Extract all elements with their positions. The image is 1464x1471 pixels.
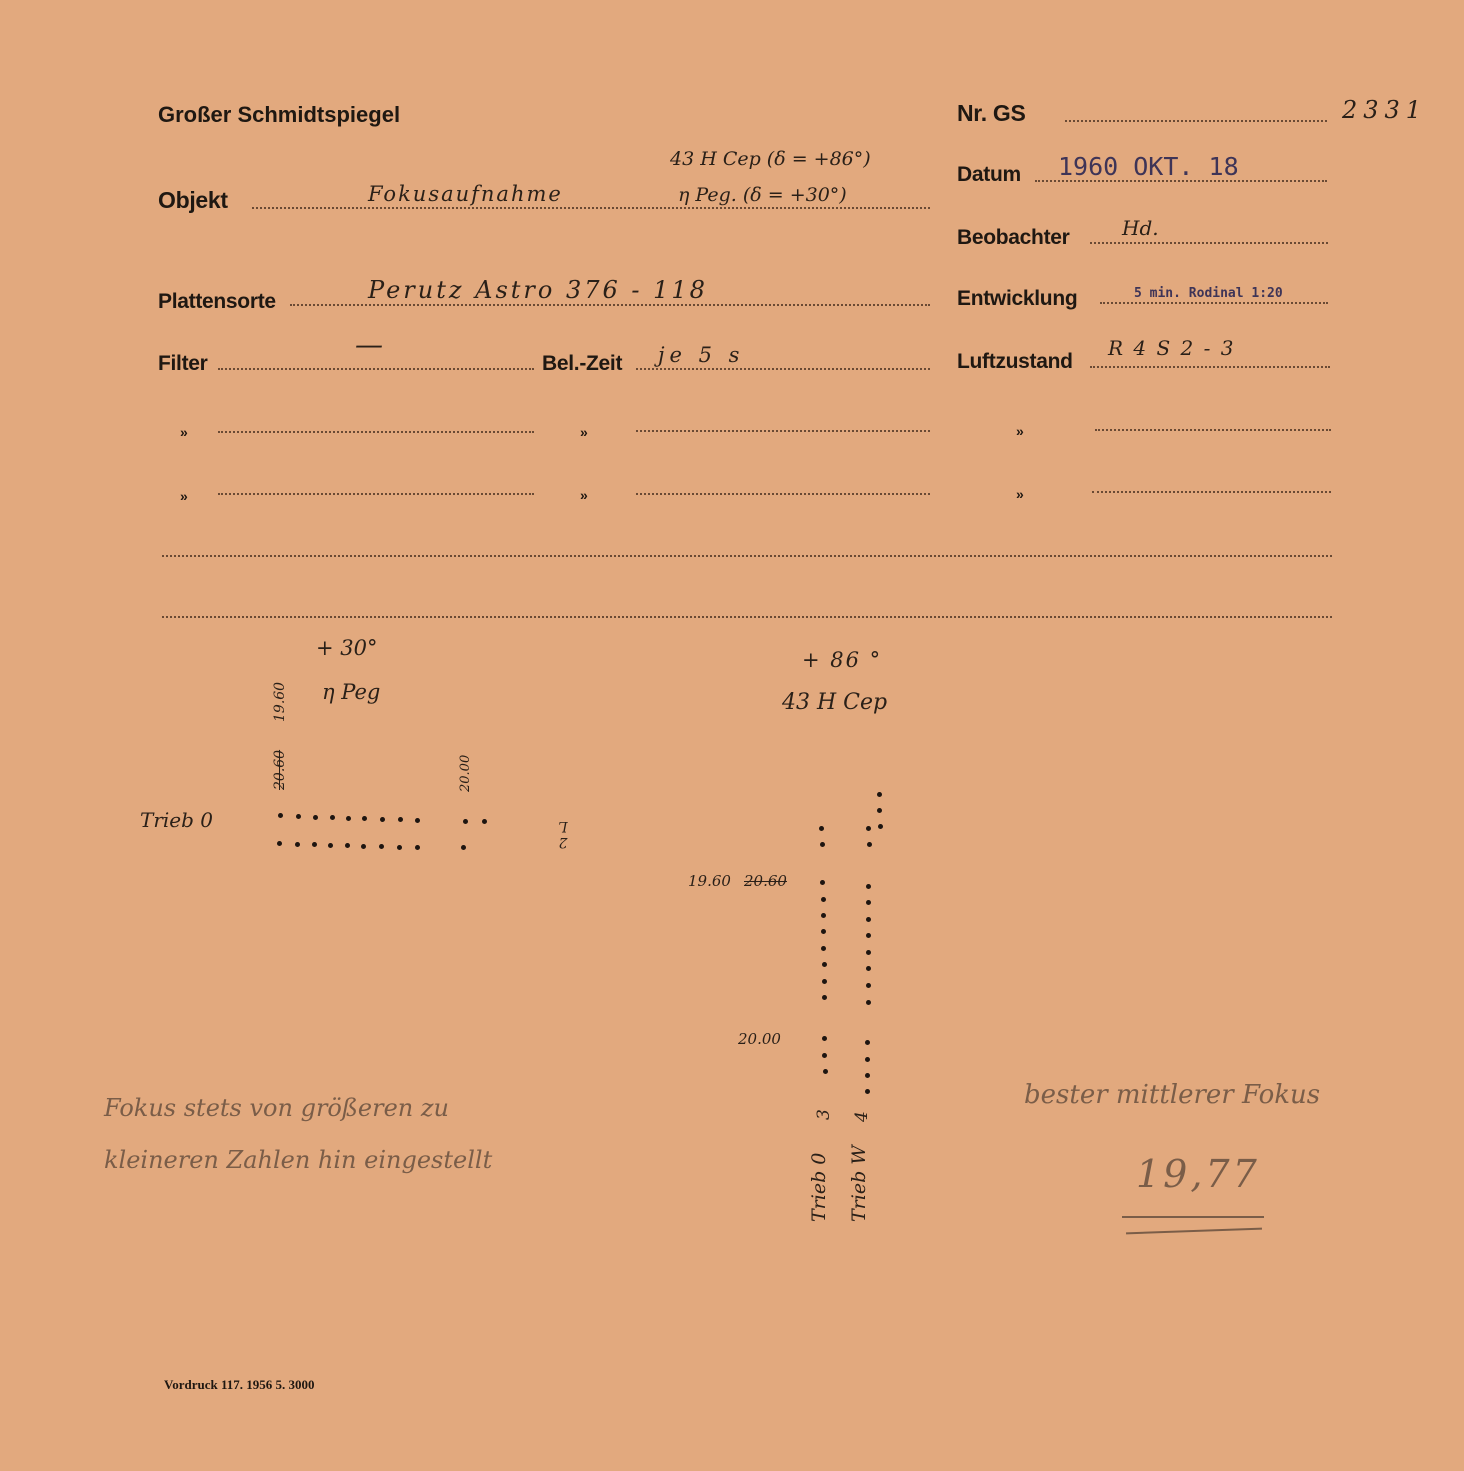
ditto-mark: » [580, 487, 588, 503]
filter-label: Filter [158, 352, 208, 375]
exposure-dot [865, 1089, 870, 1094]
exposure-dot [821, 913, 826, 918]
luftzustand-entry: R 4 S 2 - 3 [1108, 336, 1236, 360]
best-focus-value: 19,77 [1136, 1152, 1260, 1196]
side-mark: 2 L [558, 818, 568, 850]
exposure-dot [823, 1069, 828, 1074]
objekt-entry: Fokusaufnahme [368, 182, 563, 206]
full-width-line [162, 555, 1332, 557]
objekt-line [252, 207, 930, 209]
exposure-dot [865, 1057, 870, 1062]
belzeit-label: Bel.-Zeit [542, 352, 623, 375]
exposure-dot [822, 962, 827, 967]
left-scale-right: 20.00 [458, 754, 473, 792]
exposure-dot [278, 813, 283, 818]
exposure-dot [866, 966, 871, 971]
blank-line [636, 493, 930, 495]
exposure-dot [866, 884, 871, 889]
exposure-dot [328, 843, 333, 848]
blank-line [218, 493, 534, 495]
exposure-dot [822, 1036, 827, 1041]
exposure-dot [819, 826, 824, 831]
belzeit-line [636, 368, 930, 370]
ditto-mark: » [180, 488, 188, 504]
exposure-dot [866, 917, 871, 922]
trieb-w-number: 4 [852, 1111, 872, 1122]
exposure-dot [877, 808, 882, 813]
focus-underline [1122, 1216, 1264, 1218]
left-star-name: η Peg [322, 680, 381, 704]
trieb-0-label: Trieb 0 [140, 808, 214, 832]
ditto-mark: » [580, 424, 588, 440]
best-focus-label: bester mittlerer Fokus [1024, 1080, 1321, 1110]
entwicklung-line [1100, 302, 1328, 304]
left-declination: + 30° [316, 636, 378, 660]
exposure-dot [820, 842, 825, 847]
exposure-dot [878, 824, 883, 829]
blank-line [636, 430, 930, 432]
exposure-dot [865, 1073, 870, 1078]
nr-line [1065, 120, 1327, 122]
exposure-dot [461, 845, 466, 850]
exposure-dot [821, 946, 826, 951]
beobachter-label: Beobachter [957, 226, 1070, 249]
exposure-dot [295, 842, 300, 847]
exposure-dot [330, 815, 335, 820]
exposure-dot [346, 816, 351, 821]
exposure-dot [345, 843, 350, 848]
exposure-dot [866, 826, 871, 831]
right-scale-bottom: 20.00 [738, 1030, 781, 1048]
focus-underline [1126, 1228, 1262, 1235]
exposure-dot [866, 950, 871, 955]
exposure-dot [415, 818, 420, 823]
full-width-line [162, 616, 1332, 618]
exposure-dot [822, 995, 827, 1000]
exposure-dot [379, 844, 384, 849]
footer-print-info: Vordruck 117. 1956 5. 3000 [164, 1377, 315, 1392]
right-scale-struck: 20.60 [744, 872, 787, 890]
plattensorte-line [290, 304, 930, 306]
ditto-mark: » [1016, 486, 1024, 502]
form-title: Großer Schmidtspiegel [158, 102, 401, 127]
exposure-dot [821, 929, 826, 934]
filter-line [218, 368, 534, 370]
luftzustand-label: Luftzustand [957, 350, 1073, 373]
ditto-mark: » [180, 424, 188, 440]
exposure-dot [865, 1040, 870, 1045]
right-scale-top: 19.60 [688, 872, 731, 890]
objekt-star-1: 43 H Cep (δ = +86°) [670, 148, 871, 170]
trieb-0-number: 3 [814, 1109, 834, 1120]
exposure-dot [820, 880, 825, 885]
left-scale-struck: 20.60 [272, 749, 288, 790]
luftzustand-line [1090, 366, 1330, 368]
exposure-dot [415, 845, 420, 850]
exposure-dot [380, 817, 385, 822]
beobachter-line [1090, 242, 1328, 244]
trieb-w-vertical: Trieb W [848, 1145, 870, 1222]
exposure-dot [822, 1053, 827, 1058]
exposure-dot [821, 897, 826, 902]
datum-stamp: 1960 OKT. 18 [1058, 152, 1239, 181]
exposure-dot [362, 816, 367, 821]
exposure-dot [313, 815, 318, 820]
exposure-dot [398, 817, 403, 822]
focus-note-line1: Fokus stets von größeren zu [104, 1094, 449, 1122]
plattensorte-label: Plattensorte [158, 290, 276, 313]
entwicklung-stamp: 5 min. Rodinal 1:20 [1134, 286, 1283, 301]
exposure-dot [877, 792, 882, 797]
focus-note-line2: kleineren Zahlen hin eingestellt [104, 1146, 493, 1174]
objekt-label: Objekt [158, 187, 228, 213]
exposure-dot [277, 841, 282, 846]
belzeit-entry: je 5 s [658, 343, 745, 367]
exposure-dot [361, 844, 366, 849]
exposure-dot [822, 979, 827, 984]
left-scale-top: 19.60 [272, 681, 288, 722]
exposure-dot [866, 900, 871, 905]
exposure-dot [866, 983, 871, 988]
trieb-0-vertical: Trieb 0 [808, 1152, 830, 1222]
ditto-mark: » [1016, 423, 1024, 439]
exposure-dot [463, 819, 468, 824]
exposure-dot [482, 819, 487, 824]
exposure-dot [397, 845, 402, 850]
datum-label: Datum [957, 163, 1021, 186]
entwicklung-label: Entwicklung [957, 287, 1078, 310]
nr-label: Nr. GS [957, 100, 1026, 126]
blank-line [218, 431, 534, 433]
exposure-dot [866, 933, 871, 938]
exposure-dot [866, 1000, 871, 1005]
nr-value: 2331 [1342, 96, 1428, 124]
exposure-dot [296, 814, 301, 819]
beobachter-entry: Hd. [1122, 216, 1159, 240]
exposure-dot [312, 842, 317, 847]
filter-entry: — [355, 328, 383, 361]
blank-line [1092, 491, 1331, 493]
plattensorte-entry: Perutz Astro 376 - 118 [368, 276, 708, 304]
blank-line [1095, 429, 1331, 431]
right-star-name: 43 H Cep [782, 690, 888, 715]
objekt-star-2: η Peg. (δ = +30°) [678, 184, 847, 206]
right-declination: + 86 ° [802, 648, 883, 672]
exposure-dot [867, 842, 872, 847]
